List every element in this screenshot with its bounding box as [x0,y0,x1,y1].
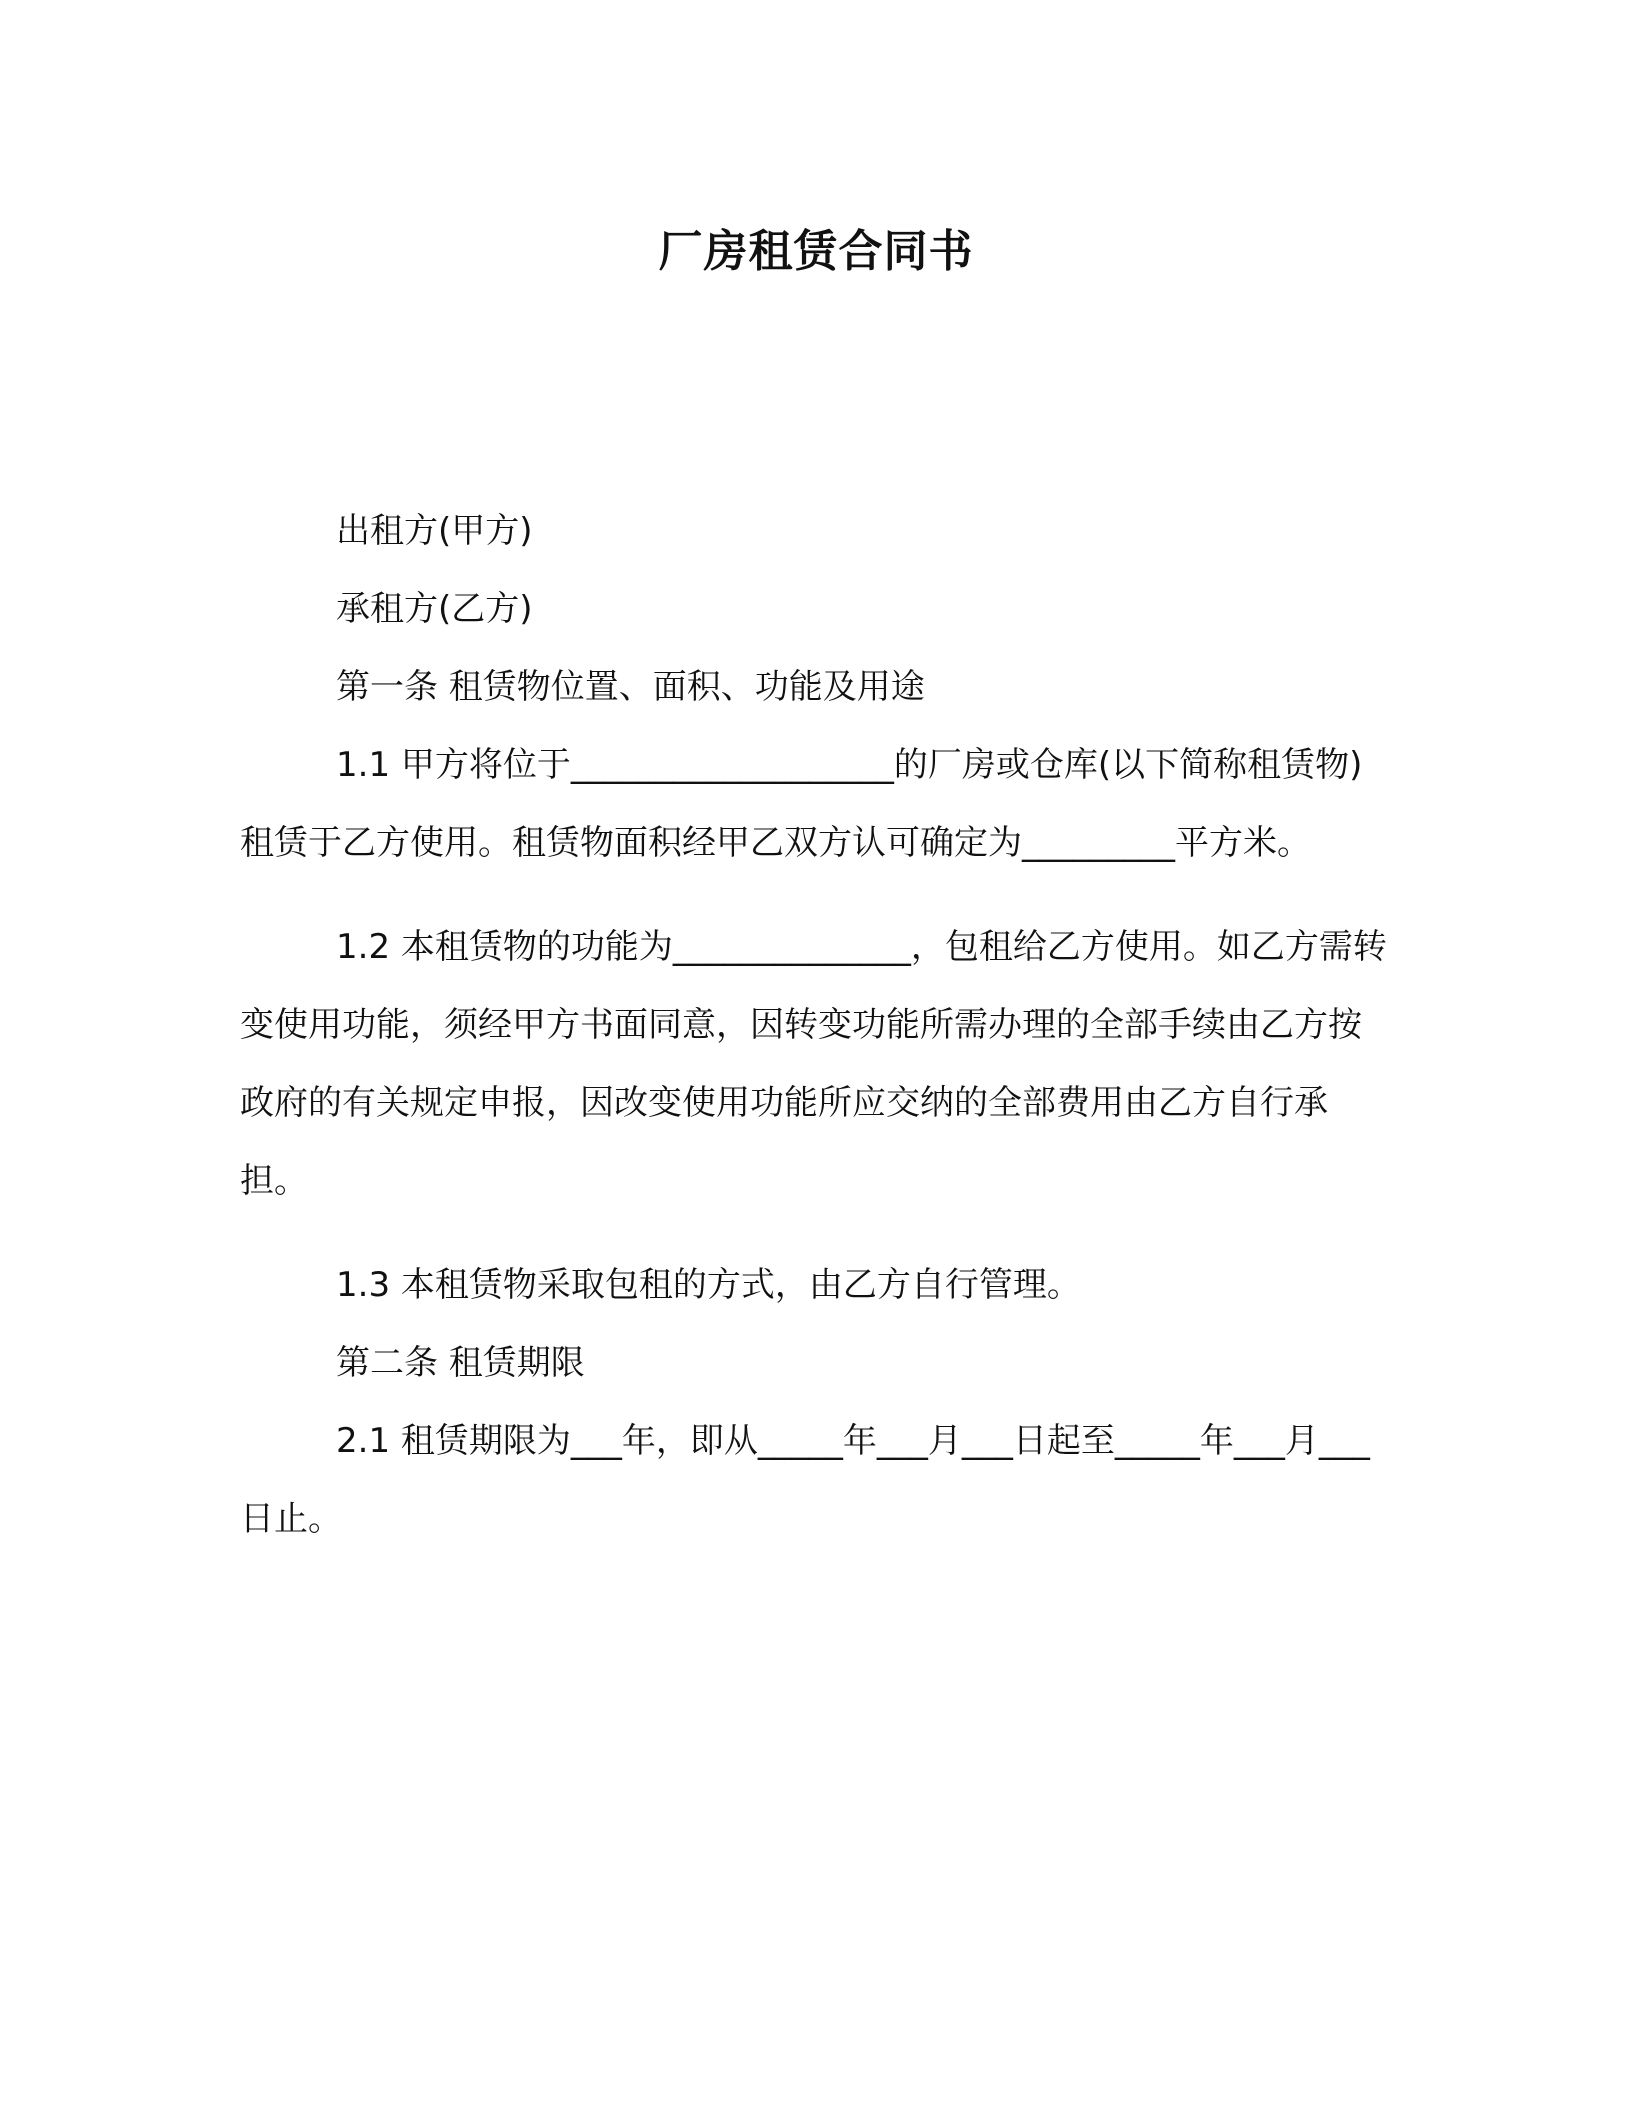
party-a-line: 出租方(甲方) [336,511,533,551]
document-title: 厂房租赁合同书 [658,226,974,277]
clause-1-1: 1.1 甲方将位于___________________的厂房或仓库(以下简称租赁物)租赁于乙方使用。租赁物面积经甲乙双方认可确定为_________平方米。 [240,745,1363,863]
clause-1-3: 1.3 本租赁物采取包租的方式，由乙方自行管理。 [336,1265,1081,1305]
article-2-heading: 第二条 租赁期限 [336,1343,585,1383]
clause-1-2: 1.2 本租赁物的功能为______________，包租给乙方使用。如乙方需转变使用功能，须经甲方书面同意，因转变功能所需办理的全部手续由乙方按政府的有关规定申报，因改变使用功能所应交纳的全部费用由乙方自行承担。 [240,927,1387,1201]
document-body [240,492,1392,1558]
article-1-heading: 第一条 租赁物位置、面积、功能及用途 [336,667,925,707]
party-b-line: 承租方(乙方) [336,589,533,629]
clause-2-1: 2.1 租赁期限为___年，即从_____年___月___日起至_____年___月___日止。 [240,1421,1370,1539]
